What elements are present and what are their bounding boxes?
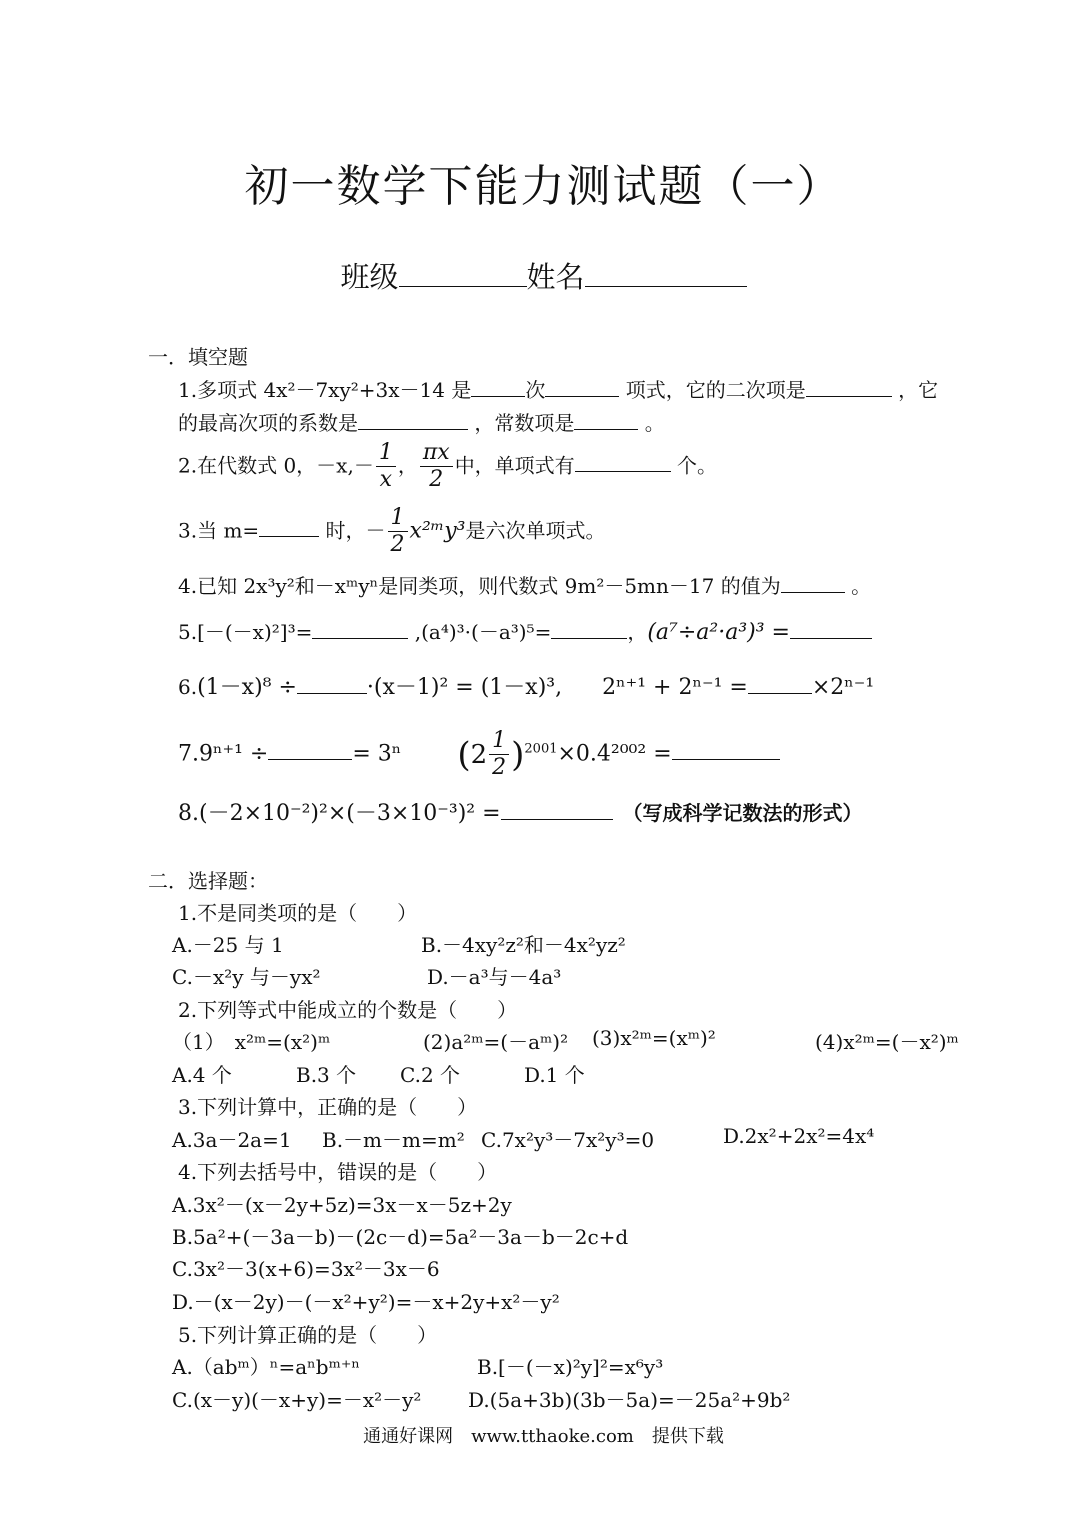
choice-q5-option-a: A.（abᵐ）ⁿ=aⁿbᵐ⁺ⁿ	[172, 1355, 361, 1379]
choice-question-1-stem: 1.不是同类项的是（ ）	[178, 901, 418, 925]
q1-blank-1	[471, 396, 525, 397]
fill-question-7: 7.9ⁿ⁺¹ ÷ = 3ⁿ (2 $\frac{1}{2}$ )$^{2001}$×0.4²⁰⁰² =	[178, 728, 780, 782]
q7-expr-c: ×0.4²⁰⁰² =	[557, 741, 672, 767]
choice-q3-option-d: D.2x²+2x²=4x⁴	[723, 1124, 875, 1148]
q1-text-b: 次	[525, 378, 546, 402]
choice-q2-statement-2: (2)a²ᵐ=(－aᵐ)²	[423, 1030, 569, 1054]
q1-blank-3	[806, 396, 892, 397]
fill-question-2: 2.在代数式 0，－x,－ $\frac{1}{x}$ ， $\frac{\pi x}{2}$ 中，单项式有 个。	[178, 440, 718, 493]
choice-q3-option-c: C.7x²y³－7x²y³=0	[481, 1128, 655, 1152]
choice-q2-statement-1: （1） x²ᵐ=(x²)ᵐ	[172, 1030, 331, 1054]
q6-number: 6.	[178, 675, 198, 699]
q2-text-a: 2.在代数式 0，－x,	[178, 453, 354, 478]
q7-mixed-whole: 2	[470, 739, 488, 770]
q5-text-a: 5.[－(－x)²]³=	[178, 620, 313, 644]
choice-q1-option-d: D.－a³与－4a³	[427, 965, 562, 989]
page-footer: 通通好课网 www.tthaoke.com 提供下载	[363, 1426, 724, 1447]
name-blank	[585, 286, 747, 287]
choice-q2-option-d: D.1 个	[524, 1063, 585, 1087]
student-info-line	[0, 255, 1087, 296]
choice-q3-option-a: A.3a－2a=1	[172, 1128, 292, 1152]
fill-question-1-line2	[178, 407, 665, 436]
q1-text-f: ，常数项是	[468, 411, 575, 435]
q1-text-e: 的最高次项的系数是	[178, 411, 358, 435]
choice-question-3-stem: 3.下列计算中，正确的是（ ）	[178, 1095, 478, 1119]
q3-text-a: 3.当 m=	[178, 518, 260, 543]
choice-q4-option-c: C.3x²－3(x+6)=3x²－3x－6	[172, 1257, 440, 1281]
fill-question-8	[178, 796, 863, 827]
q7-blank-2	[672, 759, 780, 760]
q1-text-a: 1.多项式 4x²－7xy²+3x－14 是	[178, 378, 472, 402]
q2-fraction-1: $\frac{1}{x}$	[376, 440, 396, 494]
q2-fraction-2: $\frac{\pi x}{2}$	[420, 440, 453, 494]
q1-blank-5	[574, 429, 638, 430]
q8-blank	[501, 819, 613, 820]
class-blank	[399, 286, 527, 287]
q7-exponent: 2001	[524, 741, 558, 757]
q3-monomial: x²ᵐy³	[409, 518, 466, 544]
choice-question-5-stem: 5.下列计算正确的是（ ）	[178, 1323, 438, 1347]
choice-q4-option-d: D.－(x－2y)－(－x²+y²)=－x+2y+x²－y²	[172, 1290, 560, 1314]
choice-q4-option-a: A.3x²－(x－2y+5z)=3x－x－5z+2y	[172, 1193, 512, 1217]
q5-expression: (a⁷÷a²·a³)³ =	[647, 620, 790, 645]
choice-question-4-stem: 4.下列去括号中，错误的是（ ）	[178, 1160, 498, 1184]
fill-question-6	[178, 670, 874, 701]
q4-text-a: 4.已知 2x³y²和－xᵐyⁿ是同类项，则代数式 9m²－5mn－17 的值为	[178, 574, 781, 598]
q5-blank-3	[790, 638, 872, 639]
q4-text-b: 。	[844, 574, 872, 598]
q5-blank-2	[551, 638, 627, 639]
q1-blank-2	[545, 396, 619, 397]
section-choice-heading: 二．选择题：	[148, 869, 268, 893]
q1-blank-4	[358, 429, 468, 430]
q2-text-c: 个。	[670, 453, 718, 478]
choice-q5-option-b: B.[－(－x)²y]²=x⁶y³	[477, 1355, 664, 1379]
q6-expr-1: (1－x)⁸ ÷	[197, 675, 297, 700]
fill-question-5	[178, 616, 872, 645]
q7-expr-b: = 3ⁿ	[352, 741, 402, 767]
q6-expr-2: ·(x－1)² = (1－x)³,	[366, 675, 563, 700]
name-label: 姓名	[526, 260, 585, 294]
choice-q2-option-a: A.4 个	[172, 1063, 232, 1087]
q7-blank-1	[268, 759, 352, 760]
section-fill-in-heading: 一．填空题	[148, 345, 248, 369]
q2-text-b: 中，单项式有	[454, 453, 575, 478]
fill-question-4	[178, 570, 871, 599]
q6-blank-1	[297, 693, 367, 694]
fill-question-3: 3.当 m= 时，－ $\frac{1}{2}$ x²ᵐy³是六次单项式。	[178, 505, 606, 558]
page-title: 初一数学下能力测试题（一）	[244, 161, 843, 212]
q4-blank	[781, 592, 845, 593]
q3-text-c: 是六次单项式。	[465, 518, 606, 543]
q5-text-c: ，	[627, 620, 648, 644]
q3-blank	[259, 536, 319, 537]
q5-text-b: ,(a⁴)³·(－a³)⁵=	[408, 620, 552, 644]
q7-fraction: $\frac{1}{2}$	[489, 728, 509, 782]
q7-expr-a: 7.9ⁿ⁺¹ ÷	[178, 741, 269, 767]
class-label: 班级	[340, 260, 399, 294]
q2-blank	[575, 471, 671, 472]
q8-note: （写成科学记数法的形式）	[622, 801, 863, 825]
choice-q5-option-c: C.(x－y)(－x+y)=－x²－y²	[172, 1388, 422, 1412]
choice-q2-option-b: B.3 个	[296, 1063, 357, 1087]
choice-q2-statement-3: (3)x²ᵐ=(xᵐ)²	[592, 1026, 716, 1050]
choice-q2-statement-4: (4)x²ᵐ=(－x²)ᵐ	[815, 1030, 959, 1054]
q1-text-g: 。	[638, 411, 665, 435]
q5-blank-1	[312, 638, 408, 639]
choice-q1-option-b: B.－4xy²z²和－4x²yz²	[421, 933, 626, 957]
q6-blank-2	[748, 693, 812, 694]
choice-q3-option-b: B.－m－m=m²	[322, 1128, 465, 1152]
q6-expr-3: 2ⁿ⁺¹ + 2ⁿ⁻¹ =	[602, 675, 748, 700]
fill-question-1-line1	[178, 374, 938, 403]
q8-expression: 8.(－2×10⁻²)²×(－3×10⁻³)² =	[178, 801, 501, 826]
choice-q2-option-c: C.2 个	[400, 1063, 461, 1087]
choice-q5-option-d: D.(5a+3b)(3b－5a)=－25a²+9b²	[468, 1388, 791, 1412]
choice-q4-option-b: B.5a²+(－3a－b)－(2c－d)=5a²－3a－b－2c+d	[172, 1225, 629, 1249]
q1-text-c: 项式，它的二次项是	[619, 378, 806, 402]
q1-text-d: ，它	[891, 378, 939, 402]
choice-q1-option-a: A.－25 与 1	[172, 933, 284, 957]
choice-q1-option-c: C.－x²y 与－yx²	[172, 965, 321, 989]
q3-text-b: 时，	[319, 518, 366, 543]
q3-fraction: $\frac{1}{2}$	[388, 505, 408, 559]
choice-question-2-stem: 2.下列等式中能成立的个数是（ ）	[178, 998, 518, 1022]
q6-expr-4: ×2ⁿ⁻¹	[811, 675, 875, 700]
